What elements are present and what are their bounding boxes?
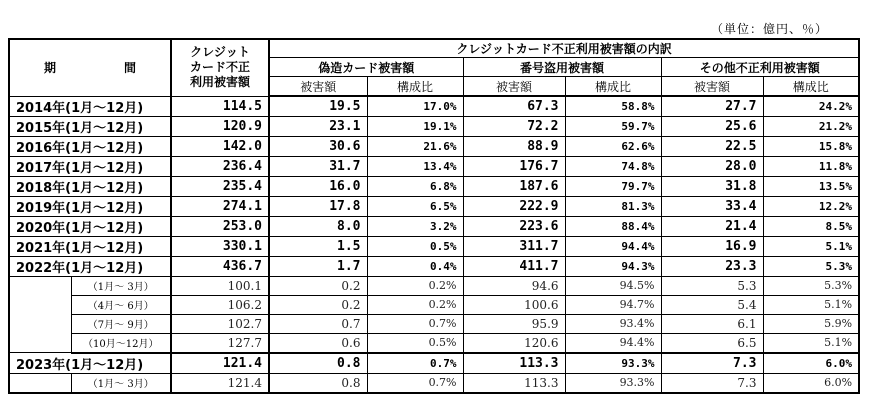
- table-row: [9, 353, 859, 374]
- cell-total: 274.1: [171, 196, 269, 216]
- cell-number-ratio: 94.4%: [565, 333, 661, 353]
- cell-number-ratio: 62.6%: [565, 136, 661, 156]
- row-period: 2023年(1月～12月): [9, 353, 171, 374]
- cell-total: 120.9: [171, 116, 269, 136]
- cell-other-ratio: 15.8%: [763, 136, 859, 156]
- header-total-line-2: カード不正: [190, 60, 251, 75]
- cell-number-ratio: 81.3%: [565, 196, 661, 216]
- quarter-row: [9, 373, 859, 393]
- quarter-row: [9, 295, 859, 314]
- row-period: （1月～ 3月）: [71, 373, 171, 393]
- cell-forgery-damage: 1.7: [269, 256, 367, 276]
- cell-number-damage: 67.3: [463, 96, 565, 116]
- cell-number-damage: 223.6: [463, 216, 565, 236]
- fraud-damage-table: [8, 38, 860, 394]
- cell-number-ratio: 79.7%: [565, 176, 661, 196]
- row-period: （7月～ 9月）: [71, 314, 171, 333]
- cell-total: 114.5: [171, 96, 269, 116]
- cell-total: 235.4: [171, 176, 269, 196]
- cell-number-ratio: 88.4%: [565, 216, 661, 236]
- cell-number-damage: 100.6: [463, 295, 565, 314]
- unit-note: （単位：億円、％）: [710, 22, 828, 36]
- cell-forgery-ratio: 19.1%: [367, 116, 463, 136]
- header-total: [171, 39, 269, 96]
- cell-forgery-ratio: 0.5%: [367, 333, 463, 353]
- cell-total: 236.4: [171, 156, 269, 176]
- header-period: 期 間: [9, 39, 171, 96]
- header-breakdown: クレジットカード不正利用被害額の内訳: [269, 39, 859, 58]
- cell-other-ratio: 5.1%: [763, 333, 859, 353]
- header-number-ratio: 構成比: [565, 77, 661, 97]
- header-forgery-damage: 被害額: [269, 77, 367, 97]
- header-other-damage: 被害額: [661, 77, 763, 97]
- cell-forgery-ratio: 21.6%: [367, 136, 463, 156]
- row-period: 2017年(1月～12月): [9, 156, 171, 176]
- header-total-line-3: 利用被害額: [190, 75, 251, 90]
- header-forgery-ratio: 構成比: [367, 77, 463, 97]
- cell-number-damage: 94.6: [463, 276, 565, 295]
- cell-number-damage: 113.3: [463, 353, 565, 374]
- cell-other-ratio: 11.8%: [763, 156, 859, 176]
- row-period: 2019年(1月～12月): [9, 196, 171, 216]
- cell-other-ratio: 8.5%: [763, 216, 859, 236]
- cell-forgery-damage: 16.0: [269, 176, 367, 196]
- cell-total: 142.0: [171, 136, 269, 156]
- cell-other-ratio: 5.1%: [763, 236, 859, 256]
- cell-other-damage: 7.3: [661, 373, 763, 393]
- cell-other-damage: 16.9: [661, 236, 763, 256]
- row-period: （4月～ 6月）: [71, 295, 171, 314]
- cell-other-damage: 23.3: [661, 256, 763, 276]
- row-period: （10月～12月）: [71, 333, 171, 353]
- cell-other-damage: 27.7: [661, 96, 763, 116]
- cell-forgery-ratio: 0.2%: [367, 295, 463, 314]
- cell-forgery-damage: 17.8: [269, 196, 367, 216]
- header-number-theft: 番号盗用被害額: [463, 58, 661, 77]
- cell-other-ratio: 6.0%: [763, 373, 859, 393]
- cell-forgery-ratio: 6.8%: [367, 176, 463, 196]
- table-row: [9, 96, 859, 116]
- cell-forgery-damage: 0.2: [269, 295, 367, 314]
- cell-number-ratio: 94.3%: [565, 256, 661, 276]
- table-row: [9, 216, 859, 236]
- cell-number-damage: 95.9: [463, 314, 565, 333]
- cell-forgery-damage: 31.7: [269, 156, 367, 176]
- row-period: （1月～ 3月）: [71, 276, 171, 295]
- table-row: [9, 256, 859, 276]
- cell-other-ratio: 5.3%: [763, 256, 859, 276]
- cell-number-damage: 411.7: [463, 256, 565, 276]
- header-number-damage: 被害額: [463, 77, 565, 97]
- row-period: 2022年(1月～12月): [9, 256, 171, 276]
- cell-other-damage: 25.6: [661, 116, 763, 136]
- row-indent: [9, 373, 71, 393]
- cell-number-ratio: 93.4%: [565, 314, 661, 333]
- cell-forgery-damage: 0.2: [269, 276, 367, 295]
- cell-forgery-ratio: 3.2%: [367, 216, 463, 236]
- cell-forgery-ratio: 13.4%: [367, 156, 463, 176]
- cell-other-damage: 28.0: [661, 156, 763, 176]
- cell-other-ratio: 24.2%: [763, 96, 859, 116]
- cell-other-damage: 21.4: [661, 216, 763, 236]
- cell-other-ratio: 5.1%: [763, 295, 859, 314]
- cell-number-damage: 72.2: [463, 116, 565, 136]
- cell-forgery-damage: 0.6: [269, 333, 367, 353]
- cell-total: 102.7: [171, 314, 269, 333]
- cell-other-damage: 6.5: [661, 333, 763, 353]
- cell-other-damage: 7.3: [661, 353, 763, 374]
- cell-forgery-ratio: 0.2%: [367, 276, 463, 295]
- cell-forgery-damage: 30.6: [269, 136, 367, 156]
- cell-other-ratio: 21.2%: [763, 116, 859, 136]
- quarter-row: [9, 314, 859, 333]
- row-period: 2021年(1月～12月): [9, 236, 171, 256]
- table-row: [9, 116, 859, 136]
- cell-number-damage: 113.3: [463, 373, 565, 393]
- cell-forgery-damage: 0.8: [269, 353, 367, 374]
- cell-other-ratio: 5.3%: [763, 276, 859, 295]
- header-total-line-1: クレジット: [190, 45, 250, 60]
- cell-forgery-damage: 0.8: [269, 373, 367, 393]
- cell-forgery-damage: 19.5: [269, 96, 367, 116]
- cell-other-ratio: 5.9%: [763, 314, 859, 333]
- cell-total: 330.1: [171, 236, 269, 256]
- table-row: [9, 156, 859, 176]
- row-indent: [9, 314, 71, 333]
- table-row: [9, 136, 859, 156]
- cell-total: 436.7: [171, 256, 269, 276]
- cell-other-damage: 5.4: [661, 295, 763, 314]
- table-row: [9, 236, 859, 256]
- cell-number-damage: 187.6: [463, 176, 565, 196]
- cell-total: 253.0: [171, 216, 269, 236]
- cell-total: 106.2: [171, 295, 269, 314]
- cell-number-ratio: 93.3%: [565, 373, 661, 393]
- table-row: [9, 176, 859, 196]
- row-period: 2020年(1月～12月): [9, 216, 171, 236]
- cell-total: 121.4: [171, 353, 269, 374]
- quarter-row: [9, 333, 859, 353]
- cell-other-damage: 6.1: [661, 314, 763, 333]
- cell-number-damage: 176.7: [463, 156, 565, 176]
- row-period: 2016年(1月～12月): [9, 136, 171, 156]
- cell-other-damage: 5.3: [661, 276, 763, 295]
- cell-total: 100.1: [171, 276, 269, 295]
- row-indent: [9, 295, 71, 314]
- cell-number-ratio: 94.7%: [565, 295, 661, 314]
- cell-number-ratio: 59.7%: [565, 116, 661, 136]
- header-other-ratio: 構成比: [763, 77, 859, 97]
- cell-forgery-damage: 23.1: [269, 116, 367, 136]
- cell-forgery-ratio: 0.5%: [367, 236, 463, 256]
- row-period: 2014年(1月～12月): [9, 96, 171, 116]
- row-indent: [9, 276, 71, 295]
- row-period: 2015年(1月～12月): [9, 116, 171, 136]
- cell-forgery-ratio: 0.4%: [367, 256, 463, 276]
- cell-other-damage: 33.4: [661, 196, 763, 216]
- table-row: [9, 196, 859, 216]
- cell-other-ratio: 6.0%: [763, 353, 859, 374]
- cell-forgery-ratio: 6.5%: [367, 196, 463, 216]
- header-row-1: [9, 39, 859, 58]
- cell-forgery-damage: 0.7: [269, 314, 367, 333]
- cell-number-ratio: 58.8%: [565, 96, 661, 116]
- cell-number-damage: 222.9: [463, 196, 565, 216]
- cell-total: 127.7: [171, 333, 269, 353]
- header-other: その他不正利用被害額: [661, 58, 859, 77]
- header-forgery: 偽造カード被害額: [269, 58, 463, 77]
- cell-forgery-ratio: 0.7%: [367, 373, 463, 393]
- cell-number-ratio: 94.4%: [565, 236, 661, 256]
- cell-forgery-ratio: 0.7%: [367, 353, 463, 374]
- cell-number-ratio: 94.5%: [565, 276, 661, 295]
- cell-forgery-damage: 8.0: [269, 216, 367, 236]
- cell-other-ratio: 13.5%: [763, 176, 859, 196]
- cell-other-damage: 22.5: [661, 136, 763, 156]
- cell-other-damage: 31.8: [661, 176, 763, 196]
- cell-number-damage: 120.6: [463, 333, 565, 353]
- row-indent: [9, 333, 71, 353]
- cell-number-ratio: 93.3%: [565, 353, 661, 374]
- quarter-row: [9, 276, 859, 295]
- cell-number-ratio: 74.8%: [565, 156, 661, 176]
- cell-forgery-ratio: 17.0%: [367, 96, 463, 116]
- cell-number-damage: 88.9: [463, 136, 565, 156]
- cell-forgery-ratio: 0.7%: [367, 314, 463, 333]
- cell-number-damage: 311.7: [463, 236, 565, 256]
- cell-forgery-damage: 1.5: [269, 236, 367, 256]
- row-period: 2018年(1月～12月): [9, 176, 171, 196]
- cell-other-ratio: 12.2%: [763, 196, 859, 216]
- cell-total: 121.4: [171, 373, 269, 393]
